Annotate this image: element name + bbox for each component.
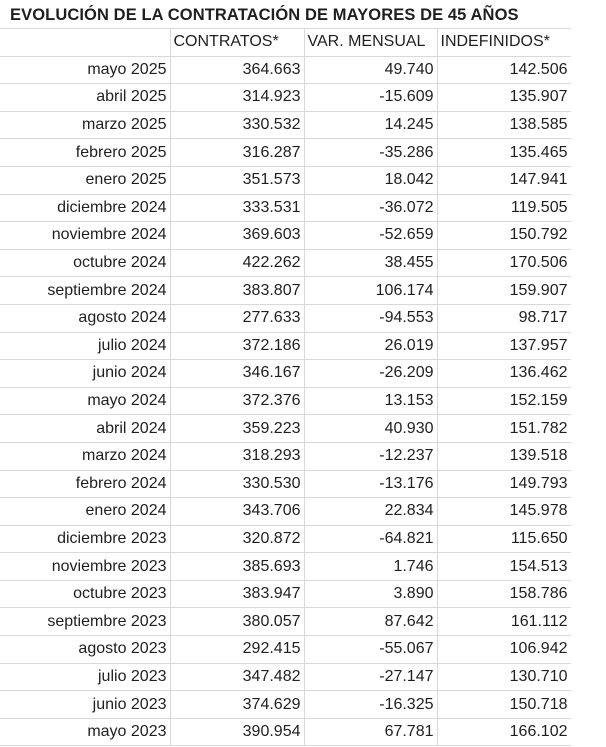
table-row — [0, 470, 571, 498]
var-mensual-cell[interactable]: -36.072 — [304, 194, 437, 222]
table-row — [0, 718, 571, 746]
var-mensual-cell[interactable]: -35.286 — [304, 139, 437, 167]
month-cell[interactable]: mayo 2023 — [0, 718, 170, 746]
month-cell[interactable]: mayo 2024 — [0, 387, 170, 415]
month-cell[interactable]: junio 2023 — [0, 691, 170, 719]
sheet-margin — [571, 0, 606, 747]
indefinidos-cell[interactable]: 154.513 — [437, 553, 571, 581]
table-row — [0, 84, 571, 112]
var-mensual-cell[interactable]: 3.890 — [304, 580, 437, 608]
month-cell[interactable]: diciembre 2024 — [0, 194, 170, 222]
month-cell[interactable]: abril 2024 — [0, 415, 170, 443]
month-cell[interactable]: octubre 2023 — [0, 580, 170, 608]
header-cell-contratos[interactable]: CONTRATOS* — [170, 29, 304, 57]
month-cell[interactable]: enero 2024 — [0, 498, 170, 526]
month-cell[interactable]: septiembre 2024 — [0, 277, 170, 305]
table-row — [0, 691, 571, 719]
contratos-cell[interactable]: 364.663 — [170, 56, 304, 84]
indefinidos-cell[interactable]: 136.462 — [437, 360, 571, 388]
var-mensual-cell[interactable]: -15.609 — [304, 84, 437, 112]
table-row — [0, 360, 571, 388]
contratos-cell[interactable]: 316.287 — [170, 139, 304, 167]
var-mensual-cell[interactable]: 1.746 — [304, 553, 437, 581]
table-row — [0, 277, 571, 305]
month-cell[interactable]: junio 2024 — [0, 360, 170, 388]
indefinidos-cell[interactable]: 115.650 — [437, 525, 571, 553]
contratos-cell[interactable]: 351.573 — [170, 166, 304, 194]
table-row — [0, 166, 571, 194]
var-mensual-cell[interactable]: 49.740 — [304, 56, 437, 84]
indefinidos-cell[interactable]: 135.465 — [437, 139, 571, 167]
var-mensual-cell[interactable]: -12.237 — [304, 442, 437, 470]
var-mensual-cell[interactable]: -13.176 — [304, 470, 437, 498]
indefinidos-cell[interactable]: 158.786 — [437, 580, 571, 608]
contratos-cell[interactable]: 380.057 — [170, 608, 304, 636]
indefinidos-cell[interactable]: 151.782 — [437, 415, 571, 443]
table-row — [0, 636, 571, 664]
month-cell[interactable]: febrero 2025 — [0, 139, 170, 167]
var-mensual-cell[interactable]: 14.245 — [304, 111, 437, 139]
contratos-cell[interactable]: 359.223 — [170, 415, 304, 443]
contratos-cell[interactable]: 330.532 — [170, 111, 304, 139]
indefinidos-cell[interactable]: 106.942 — [437, 636, 571, 664]
var-mensual-cell[interactable]: -55.067 — [304, 636, 437, 664]
contratos-cell[interactable]: 372.376 — [170, 387, 304, 415]
contratos-cell[interactable]: 369.603 — [170, 222, 304, 250]
table-row — [0, 332, 571, 360]
header-cell-var-mensual[interactable]: VAR. MENSUAL — [304, 29, 437, 57]
table-body — [0, 56, 571, 746]
var-mensual-cell[interactable]: 26.019 — [304, 332, 437, 360]
table-row — [0, 442, 571, 470]
header-row — [0, 29, 571, 57]
contratos-cell[interactable]: 330.530 — [170, 470, 304, 498]
indefinidos-cell[interactable]: 145.978 — [437, 498, 571, 526]
var-mensual-cell[interactable]: -64.821 — [304, 525, 437, 553]
month-cell[interactable]: mayo 2025 — [0, 56, 170, 84]
contratos-cell[interactable]: 292.415 — [170, 636, 304, 664]
var-mensual-cell[interactable]: 13.153 — [304, 387, 437, 415]
contratos-cell[interactable]: 422.262 — [170, 249, 304, 277]
month-cell[interactable]: noviembre 2023 — [0, 553, 170, 581]
var-mensual-cell[interactable]: 106.174 — [304, 277, 437, 305]
table-row — [0, 139, 571, 167]
var-mensual-cell[interactable]: -16.325 — [304, 691, 437, 719]
month-cell[interactable]: agosto 2024 — [0, 304, 170, 332]
var-mensual-cell[interactable]: 87.642 — [304, 608, 437, 636]
indefinidos-cell[interactable]: 159.907 — [437, 277, 571, 305]
indefinidos-cell[interactable]: 137.957 — [437, 332, 571, 360]
contratos-cell[interactable]: 320.872 — [170, 525, 304, 553]
table-row — [0, 663, 571, 691]
month-cell[interactable]: julio 2024 — [0, 332, 170, 360]
table-row — [0, 222, 571, 250]
contratos-cell[interactable]: 346.167 — [170, 360, 304, 388]
header-cell-month[interactable] — [0, 29, 170, 57]
indefinidos-cell[interactable]: 139.518 — [437, 442, 571, 470]
table-row — [0, 304, 571, 332]
var-mensual-cell[interactable]: -52.659 — [304, 222, 437, 250]
table-row — [0, 553, 571, 581]
contratos-cell[interactable]: 374.629 — [170, 691, 304, 719]
var-mensual-cell[interactable]: 40.930 — [304, 415, 437, 443]
month-cell[interactable]: septiembre 2023 — [0, 608, 170, 636]
var-mensual-cell[interactable]: -27.147 — [304, 663, 437, 691]
contratos-cell[interactable]: 385.693 — [170, 553, 304, 581]
table-row — [0, 387, 571, 415]
var-mensual-cell[interactable]: 18.042 — [304, 166, 437, 194]
table-row — [0, 525, 571, 553]
indefinidos-cell[interactable]: 152.159 — [437, 387, 571, 415]
month-cell[interactable]: julio 2023 — [0, 663, 170, 691]
indefinidos-cell[interactable]: 138.585 — [437, 111, 571, 139]
indefinidos-cell[interactable]: 170.506 — [437, 249, 571, 277]
table-row — [0, 608, 571, 636]
indefinidos-cell[interactable]: 150.792 — [437, 222, 571, 250]
contratos-cell[interactable]: 347.482 — [170, 663, 304, 691]
var-mensual-cell[interactable]: 22.834 — [304, 498, 437, 526]
table-row — [0, 415, 571, 443]
month-cell[interactable]: noviembre 2024 — [0, 222, 170, 250]
header-cell-indefinidos[interactable]: INDEFINIDOS* — [437, 29, 571, 57]
contratos-cell[interactable]: 318.293 — [170, 442, 304, 470]
sheet-title[interactable]: EVOLUCIÓN DE LA CONTRATACIÓN DE MAYORES DE 45 AÑOS — [10, 6, 519, 24]
month-cell[interactable]: octubre 2024 — [0, 249, 170, 277]
contratos-cell[interactable]: 343.706 — [170, 498, 304, 526]
month-cell[interactable]: marzo 2024 — [0, 442, 170, 470]
var-mensual-cell[interactable]: 38.455 — [304, 249, 437, 277]
contratos-cell[interactable]: 277.633 — [170, 304, 304, 332]
contratos-cell[interactable]: 372.186 — [170, 332, 304, 360]
indefinidos-cell[interactable]: 119.505 — [437, 194, 571, 222]
indefinidos-cell[interactable]: 161.112 — [437, 608, 571, 636]
var-mensual-cell[interactable]: -26.209 — [304, 360, 437, 388]
table-row — [0, 498, 571, 526]
indefinidos-cell[interactable]: 166.102 — [437, 718, 571, 746]
data-table — [0, 28, 572, 746]
var-mensual-cell[interactable]: -94.553 — [304, 304, 437, 332]
contratos-cell[interactable]: 390.954 — [170, 718, 304, 746]
month-cell[interactable]: febrero 2024 — [0, 470, 170, 498]
var-mensual-cell[interactable]: 67.781 — [304, 718, 437, 746]
month-cell[interactable]: abril 2025 — [0, 84, 170, 112]
table-row — [0, 111, 571, 139]
table-row — [0, 249, 571, 277]
contratos-cell[interactable]: 333.531 — [170, 194, 304, 222]
indefinidos-cell[interactable]: 142.506 — [437, 56, 571, 84]
table-row — [0, 194, 571, 222]
month-cell[interactable]: agosto 2023 — [0, 636, 170, 664]
indefinidos-cell[interactable]: 135.907 — [437, 84, 571, 112]
indefinidos-cell[interactable]: 150.718 — [437, 691, 571, 719]
contratos-cell[interactable]: 314.923 — [170, 84, 304, 112]
table-row — [0, 56, 571, 84]
contratos-cell[interactable]: 383.947 — [170, 580, 304, 608]
contratos-cell[interactable]: 383.807 — [170, 277, 304, 305]
table-row — [0, 580, 571, 608]
indefinidos-cell[interactable]: 98.717 — [437, 304, 571, 332]
month-cell[interactable]: enero 2025 — [0, 166, 170, 194]
indefinidos-cell[interactable]: 149.793 — [437, 470, 571, 498]
month-cell[interactable]: marzo 2025 — [0, 111, 170, 139]
indefinidos-cell[interactable]: 130.710 — [437, 663, 571, 691]
month-cell[interactable]: diciembre 2023 — [0, 525, 170, 553]
indefinidos-cell[interactable]: 147.941 — [437, 166, 571, 194]
